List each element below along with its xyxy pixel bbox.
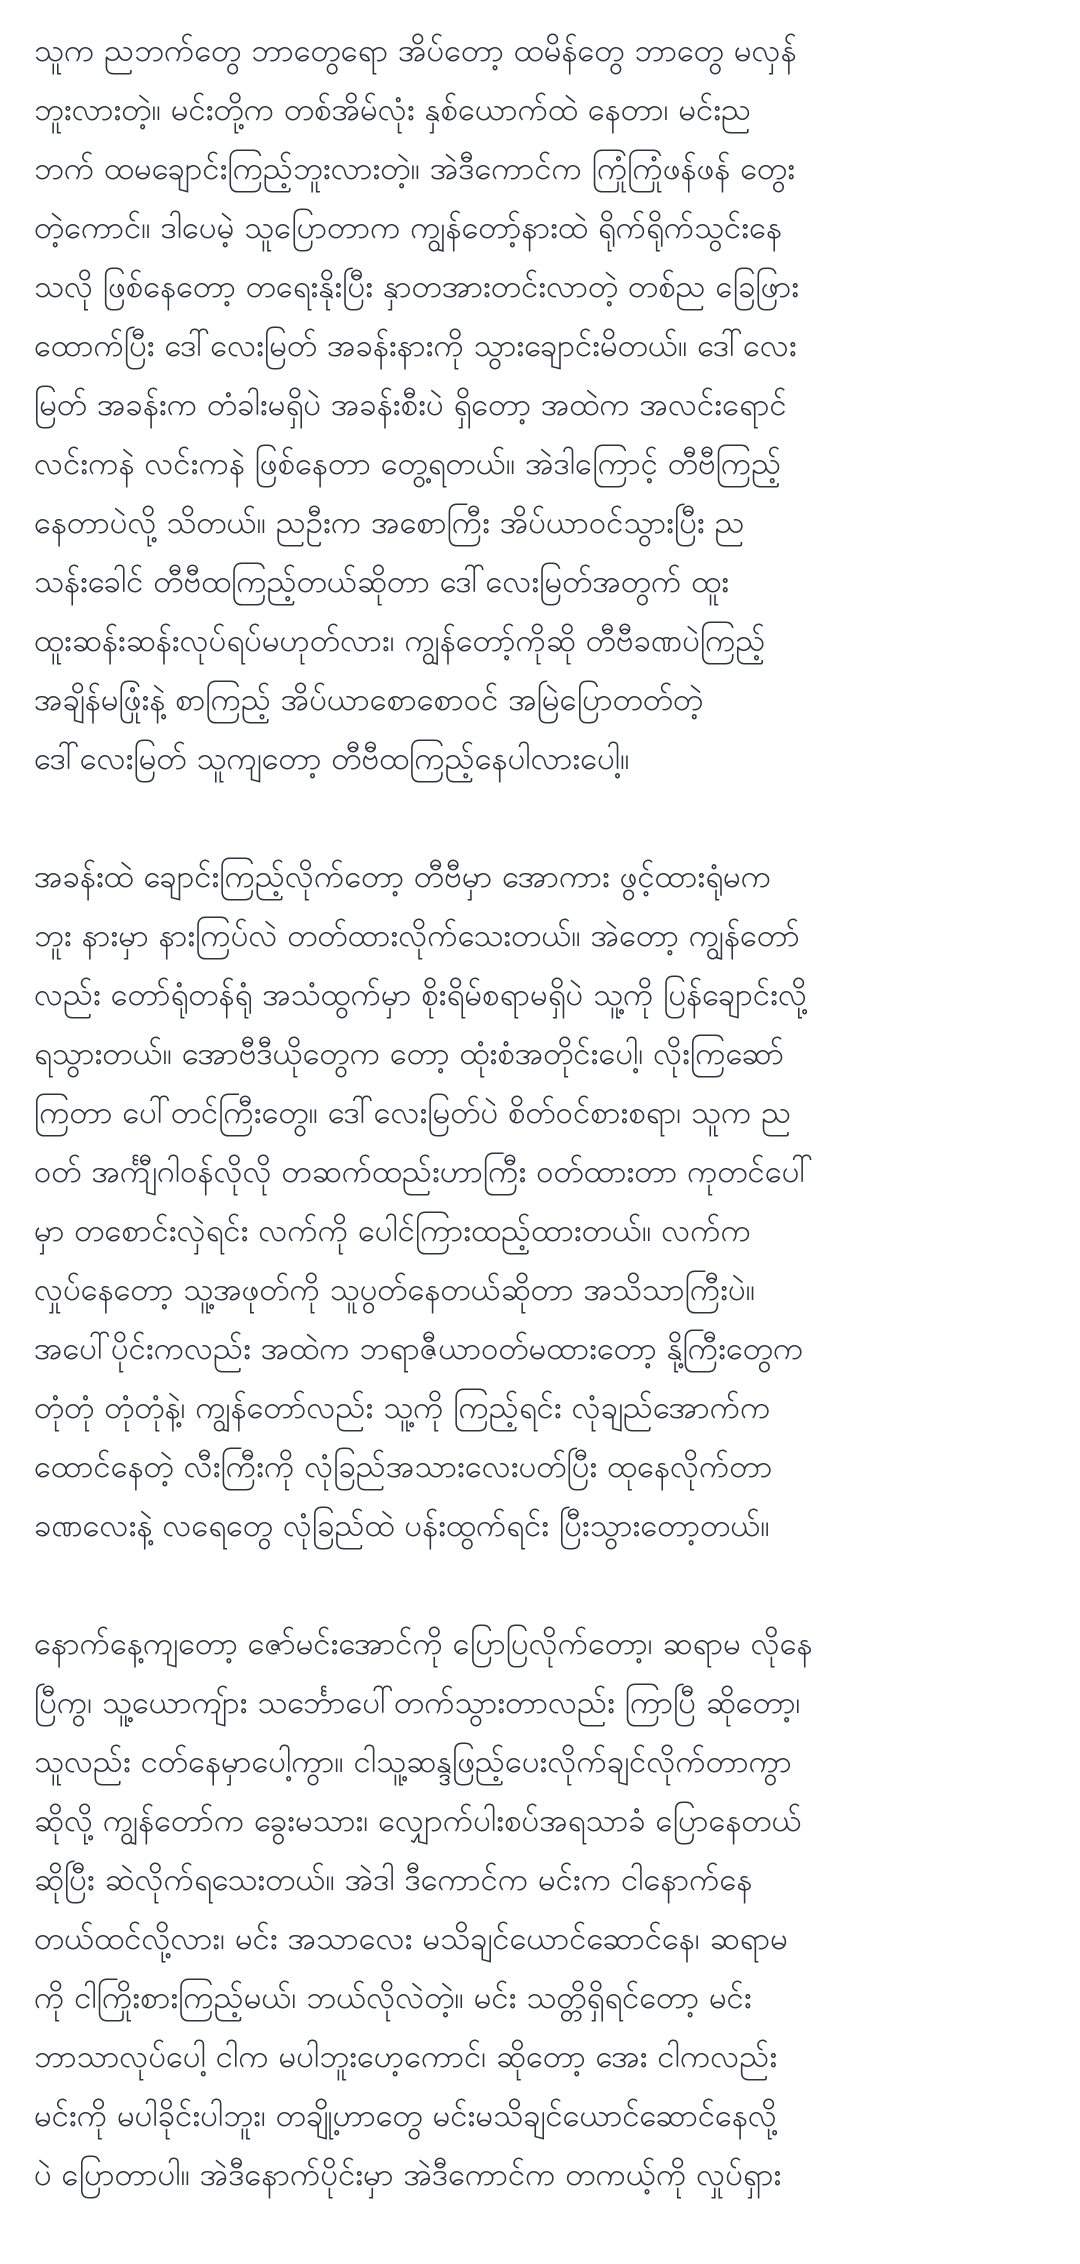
text-line: ထောက်ပြီး ဒေါ်လေးမြတ် အခန်းနားကို သွားချောင်းမိတယ်။ ဒေါ်လေး [34,328,797,364]
text-line: အခန်းထဲ ချောင်းကြည့်လိုက်တော့ တီဗီမှာ အောကား ဖွင့်ထားရုံမက [34,859,772,895]
text-line: တဲ့ကောင်။ ဒါပေမဲ့ သူပြောတာက ကျွန်တော့်နားထဲ ရိုက်ရိုက်သွင်းနေ [34,210,782,246]
text-line: မင်းကို မပါခိုင်းပါဘူး၊ တချို့ဟာတွေ မင်းမသိချင်ယောင်ဆောင်နေလို့ [34,2098,777,2134]
text-line: ရသွားတယ်။ အောဗီဒီယိုတွေက တော့ ထုံးစံအတိုင်းပေါ့၊ လိုးကြဆော် [34,1036,784,1072]
text-line: နေတာပဲလို့ သိတယ်။ ညဦးက အစောကြီး အိပ်ယာဝင်သွားပြီး ည [34,505,745,541]
text-line: ခဏလေးနဲ့ လရေတွေ လုံခြည်ထဲ ပန်းထွက်ရင်း ပြီးသွားတော့တယ်။ [34,1508,770,1544]
text-line: ဝတ် အင်္ကျီဂါဝန်လိုလို တဆက်ထည်းဟာကြီး ဝတ်ထားတာ ကုတင်ပေါ် [34,1154,814,1190]
article-body [34,22,1050,2264]
text-line: နောက်နေ့ကျတော့ ဇော်မင်းအောင်ကို ပြောပြလိုက်တော့၊ ဆရာမ လိုနေ [34,1626,813,1662]
text-line: တယ်ထင်လို့လား၊ မင်း အသာလေး မသိချင်ယောင်ဆောင်နေ၊ ဆရာမ [34,1921,788,1957]
text-line: သူက ညဘက်တွေ ဘာတွေရော အိပ်တော့ ထမိန်တွေ ဘာတွေ မလှန် [34,33,797,69]
text-line: ထောင်နေတဲ့ လီးကြီးကို လုံခြည်အသားလေးပတ်ပြီး ထုနေလိုက်တာ [34,1449,773,1485]
text-line: ထူးဆန်းဆန်းလုပ်ရပ်မဟုတ်လား၊ ကျွန်တော့်ကိုဆို တီဗီခဏပဲကြည့် [34,623,766,659]
text-line: ကြတာ ပေါ်တင်ကြီးတွေ။ ဒေါ်လေးမြတ်ပဲ စိတ်ဝင်စားစရာ၊ သူက ည [34,1095,792,1131]
paragraph-1 [34,22,1050,789]
paragraph-2 [34,848,1050,1556]
text-line: ဘက် ထမချောင်းကြည့်ဘူးလားတဲ့။ အဲဒီကောင်က ကြုံကြုံဖန်ဖန် တွေး [34,151,796,187]
paragraph-3 [34,1615,1050,2205]
text-line: လင်းကနဲ လင်းကနဲ ဖြစ်နေတာ တွေ့ရတယ်။ အဲဒါကြောင့် တီဗီကြည့် [34,446,782,482]
text-line: မြတ် အခန်းက တံခါးမရှိပဲ အခန်းစီးပဲ ရှိတော့ အထဲက အလင်းရောင် [34,387,787,423]
text-line: ကို ငါကြိုးစားကြည့်မယ်၊ ဘယ်လိုလဲတဲ့။ မင်း သတ္တိရှိရင်တော့ မင်း [34,1980,752,2016]
text-line: သူလည်း ငတ်နေမှာပေါ့ကွာ။ ငါသူ့ဆန္ဒဖြည့်ပေးလိုက်ချင်လိုက်တာကွာ [34,1744,792,1780]
text-line: မှာ တစောင်းလှဲရင်း လက်ကို ပေါင်ကြားထည့်ထားတယ်။ လက်က [34,1213,751,1249]
text-line: ဘာသာလုပ်ပေါ့ ငါက မပါဘူးဟေ့ကောင်၊ ဆိုတော့ အေး ငါကလည်း [34,2039,778,2075]
text-line: ပဲ ပြောတာပါ။ အဲဒီနောက်ပိုင်းမှာ အဲဒီကောင်က တကယ့်ကို လှုပ်ရှား [34,2157,782,2193]
text-line: ဘူးလားတဲ့။ မင်းတို့က တစ်အိမ်လုံး နှစ်ယောက်ထဲ နေတာ၊ မင်းည [34,92,752,128]
text-line: သလို ဖြစ်နေတော့ တရေးနိုးပြီး နှာတအားတင်းလာတဲ့ တစ်ည ခြေဖြား [34,269,800,305]
text-line: အချိန်မဖြုံးနဲ့ စာကြည့် အိပ်ယာစောစောဝင် အမြဲပြောတတ်တဲ့ [34,682,704,718]
text-line: လည်း တော်ရုံတန်ရုံ အသံထွက်မှာ စိုးရိမ်စရာမရှိပဲ သူ့ကို ပြန်ချောင်းလို့ [34,977,808,1013]
text-line: ဆိုပြီး ဆဲလိုက်ရသေးတယ်။ အဲဒါ ဒီကောင်က မင်းက ငါနောက်နေ [34,1862,753,1898]
text-line: သန်းခေါင် တီဗီထကြည့်တယ်ဆိုတာ ဒေါ်လေးမြတ်အတွက် ထူး [34,564,730,600]
text-line: ဘူး နားမှာ နားကြပ်လဲ တတ်ထားလိုက်သေးတယ်။ အဲတော့ ကျွန်တော် [34,918,800,954]
text-line: အပေါ်ပိုင်းကလည်း အထဲက ဘရာဇီယာဝတ်မထားတော့ နို့ကြီးတွေက [34,1331,804,1367]
text-line: ဆိုလို့ ကျွန်တော်က ခွေးမသား၊ လျှောက်ပါးစပ်အရသာခံ ပြောနေတယ် [34,1803,802,1839]
text-line: ဒေါ်လေးမြတ် သူကျတော့ တီဗီထကြည့်နေပါလားပေါ့။ [34,741,630,777]
text-line: တုံတုံ တုံတုံနဲ့၊ ကျွန်တော်လည်း သူ့ကို ကြည့်ရင်း လုံချည်အောက်က [34,1390,771,1426]
text-line: ပြီကွ၊ သူ့ယောကျ်ား သင်္ဘောပေါ်တက်သွားတာလည်း ကြာပြီ ဆိုတော့၊ [34,1685,801,1721]
text-line: လှုပ်နေတော့ သူ့အဖုတ်ကို သူပွတ်နေတယ်ဆိုတာ အသိသာကြီးပဲ။ [34,1272,756,1308]
